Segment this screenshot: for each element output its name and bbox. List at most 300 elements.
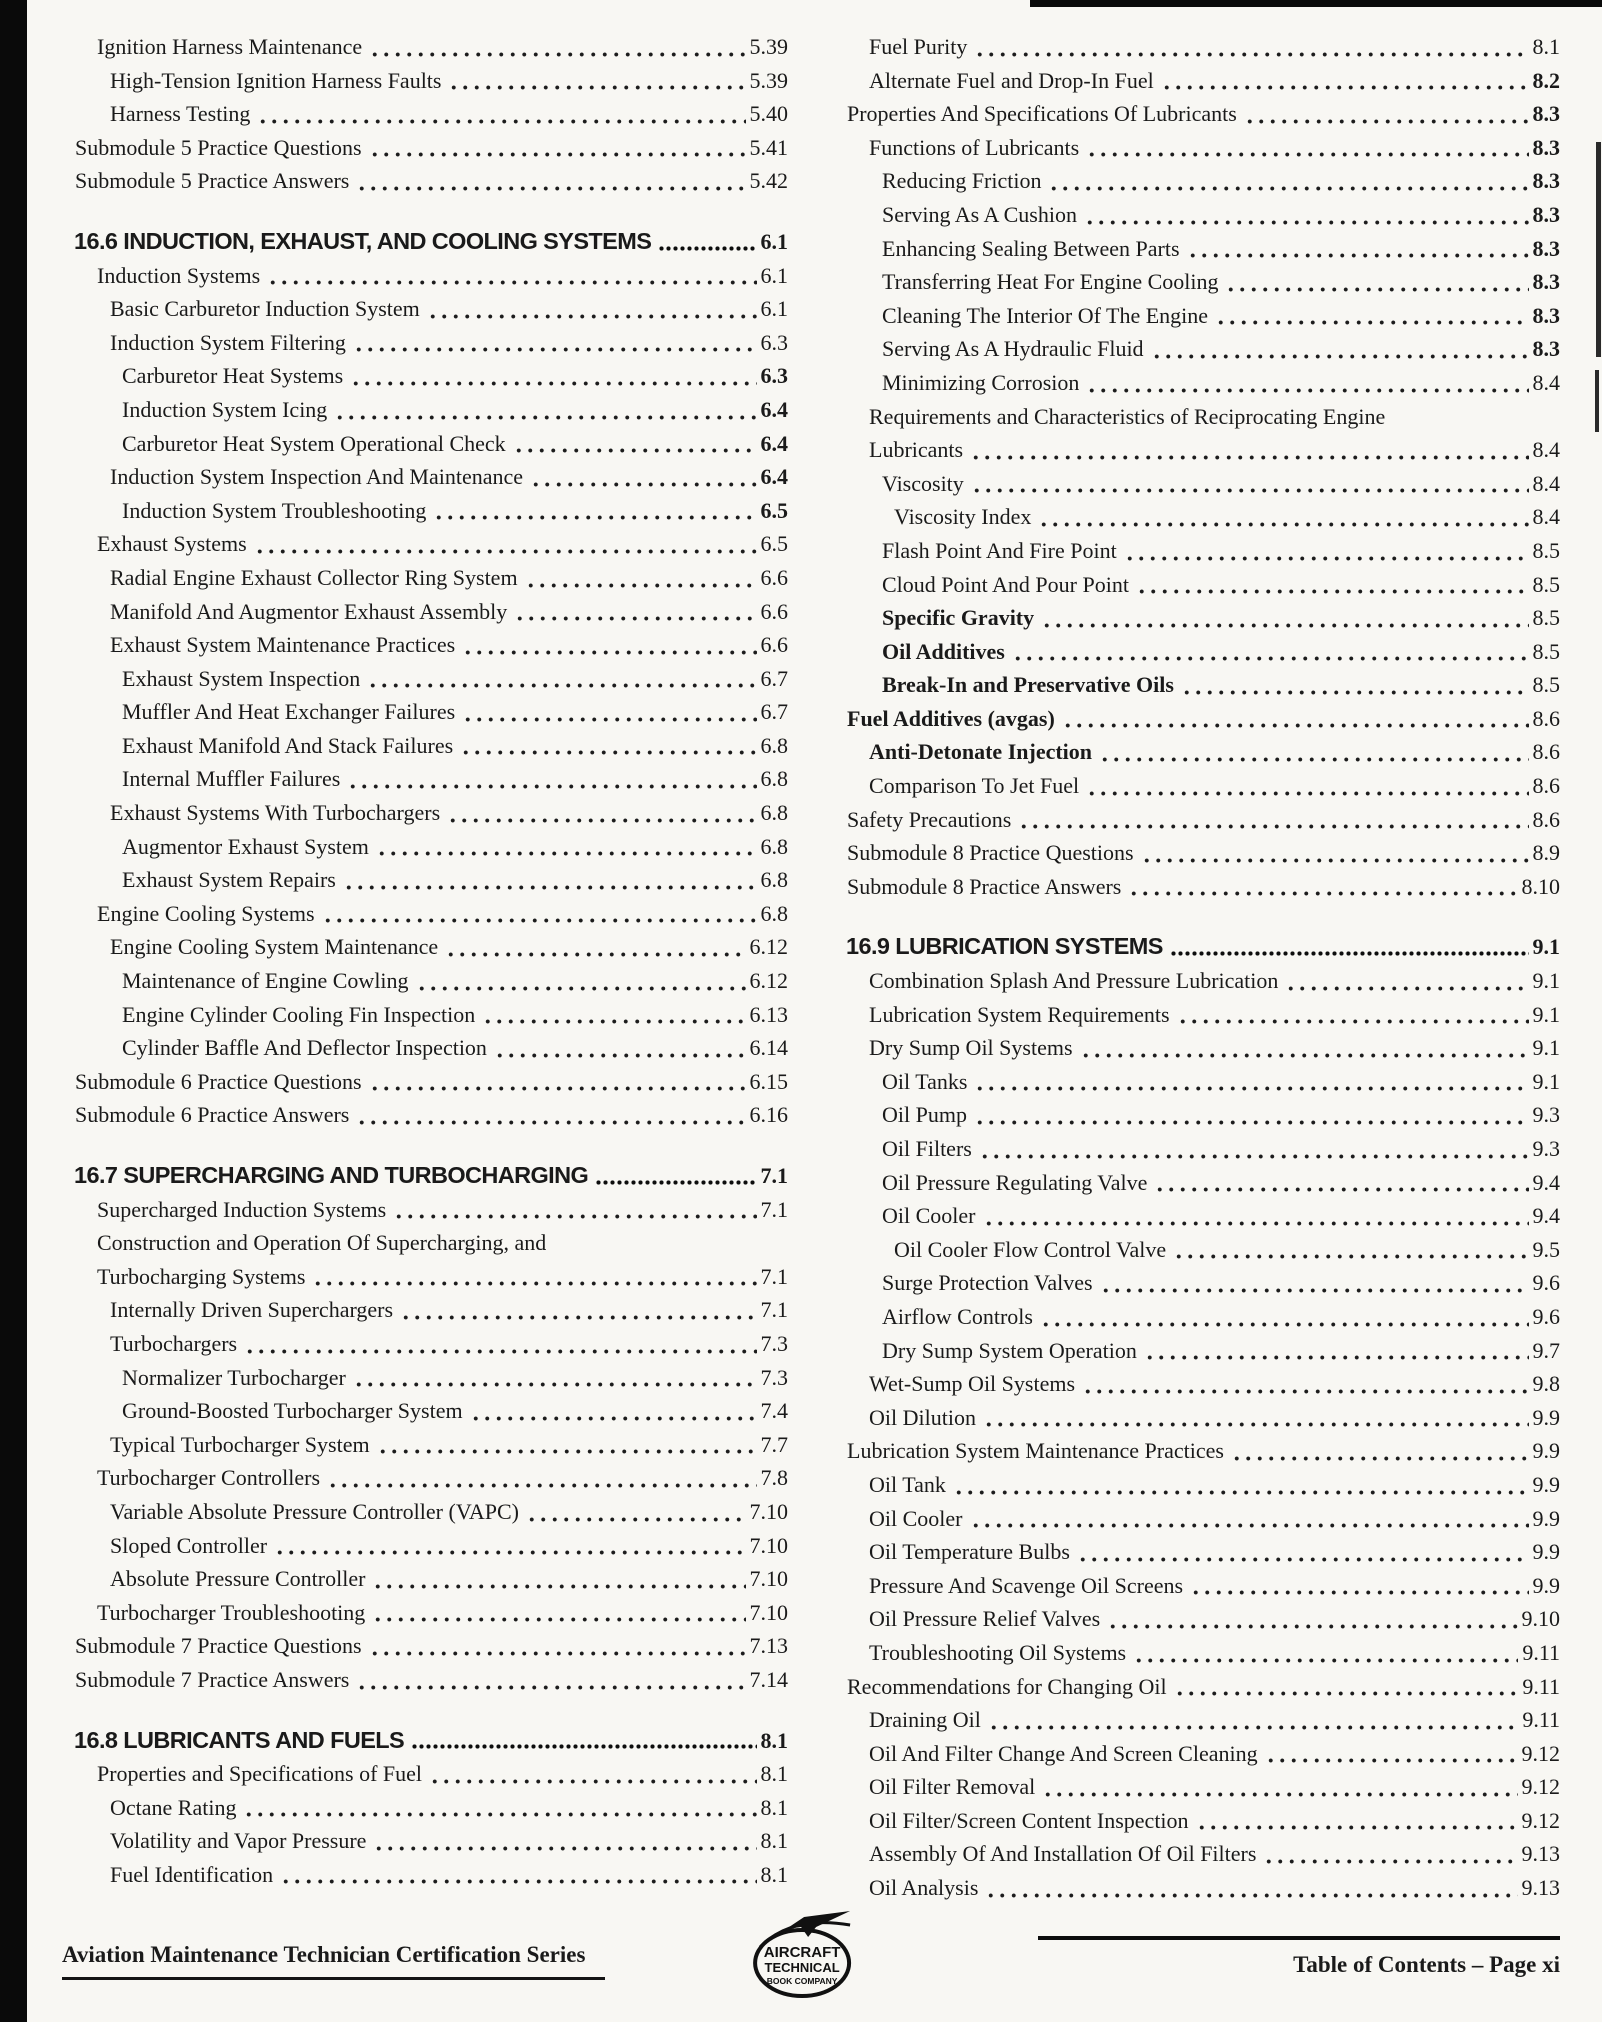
leader-dots <box>983 1422 1529 1427</box>
toc-entry-label: Muffler And Heat Exchanger Failures <box>122 699 456 725</box>
toc-entry-label: Functions of Lubricants <box>869 134 1080 160</box>
toc-entry-label: Exhaust Systems <box>97 531 247 557</box>
toc-entry-label: Requirements and Characteristics of Reciprocating Engine <box>869 403 1386 429</box>
toc-entry-label: Carburetor Heat Systems <box>122 363 344 389</box>
leader-dots <box>1141 858 1529 863</box>
page-number: 7.10 <box>749 1532 788 1558</box>
leader-dots <box>974 1086 1528 1091</box>
page-number: 6.6 <box>760 632 788 658</box>
leader-dots <box>974 52 1528 57</box>
leader-dots <box>1181 690 1529 695</box>
page-number: 8.6 <box>1532 806 1560 832</box>
page-number: 8.6 <box>1532 773 1560 799</box>
toc-entry-label: Viscosity <box>882 470 964 496</box>
page-number: 6.4 <box>760 464 788 490</box>
toc-row <box>834 998 1560 1032</box>
page-number: 8.4 <box>1532 369 1560 395</box>
page-number: 6.12 <box>749 934 788 960</box>
toc-entry-label: Submodule 7 Practice Questions <box>75 1633 362 1659</box>
toc-row <box>834 1837 1560 1871</box>
page-number: 9.3 <box>1532 1136 1560 1161</box>
leader-dots <box>513 448 757 453</box>
toc-column-left <box>62 30 788 1905</box>
toc-row <box>834 601 1560 635</box>
toc-row <box>62 964 788 998</box>
toc-row <box>62 359 788 393</box>
page-number: 6.4 <box>760 430 788 456</box>
leader-dots <box>1231 1456 1529 1461</box>
page-number: 8.6 <box>1532 705 1560 731</box>
page-number: 8.1 <box>760 1727 788 1753</box>
toc-row <box>62 326 788 360</box>
leader-dots <box>429 1779 756 1784</box>
leader-dots <box>494 1053 746 1058</box>
toc-row <box>834 964 1560 998</box>
toc-row <box>834 30 1560 64</box>
toc-row <box>834 1502 1560 1536</box>
page-number: 5.41 <box>749 134 788 160</box>
toc-entry-label: Radial Engine Exhaust Collector Ring System <box>110 564 518 590</box>
toc-row <box>62 998 788 1032</box>
toc-row <box>834 433 1560 467</box>
toc-entry-label: Submodule 6 Practice Questions <box>75 1068 362 1094</box>
leader-dots <box>1041 623 1528 628</box>
page-number: 9.4 <box>1532 1169 1560 1195</box>
toc-entry-label: Troubleshooting Oil Systems <box>869 1639 1127 1665</box>
page-number: 6.5 <box>760 531 788 557</box>
toc-entry-label: Induction System Inspection And Maintenance <box>110 464 524 490</box>
toc-row <box>834 500 1560 534</box>
leader-dots <box>343 885 757 890</box>
toc-entry-label: Turbochargers <box>110 1330 238 1356</box>
toc-entry-label: Lubrication System Requirements <box>869 1001 1170 1027</box>
toc-row <box>62 1858 788 1892</box>
page-number: 9.5 <box>1532 1236 1560 1262</box>
toc-row <box>834 1670 1560 1704</box>
toc-row <box>62 1260 788 1294</box>
leader-dots <box>1285 986 1528 991</box>
page-number: 9.1 <box>1532 934 1560 960</box>
leader-dots <box>953 1490 1529 1495</box>
page-number: 6.7 <box>760 665 788 691</box>
leader-dots <box>356 186 745 191</box>
leader-dots <box>1225 287 1528 292</box>
footer-rule <box>1038 1936 1560 1940</box>
leader-dots <box>393 1214 756 1219</box>
page-number: 8.3 <box>1532 302 1560 328</box>
page-number: 6.3 <box>760 363 788 389</box>
toc-row <box>834 366 1560 400</box>
page-number: 7.10 <box>749 1566 788 1592</box>
page-number: 8.2 <box>1532 67 1560 93</box>
page-number: 6.8 <box>760 800 788 826</box>
toc-row <box>62 1327 788 1361</box>
page-number: 7.3 <box>760 1330 788 1356</box>
toc-row <box>62 863 788 897</box>
page-number: 8.4 <box>1532 504 1560 530</box>
leader-dots <box>244 1349 756 1354</box>
page-number: 8.6 <box>1532 739 1560 765</box>
toc-entry-label: Combination Splash And Pressure Lubrication <box>869 968 1279 994</box>
toc-row <box>834 467 1560 501</box>
toc-entry-label: Internally Driven Superchargers <box>110 1297 394 1323</box>
toc-row <box>834 332 1560 366</box>
toc-row <box>834 1569 1560 1603</box>
page-number: 9.9 <box>1532 1572 1560 1598</box>
page-number: 9.7 <box>1532 1337 1560 1363</box>
toc-row <box>834 1703 1560 1737</box>
toc-row <box>834 164 1560 198</box>
toc-row <box>62 595 788 629</box>
toc-entry-label: Recommendations for Changing Oil <box>847 1673 1167 1699</box>
leader-dots <box>658 246 756 251</box>
leader-dots <box>1062 723 1529 728</box>
toc-entry-label: Comparison To Jet Fuel <box>869 773 1080 799</box>
page-number: 6.8 <box>760 732 788 758</box>
leader-dots <box>280 1879 756 1884</box>
page-number: 8.9 <box>1532 840 1560 866</box>
leader-dots <box>369 52 745 57</box>
toc-entry-label: Maintenance of Engine Cowling <box>122 968 409 994</box>
toc-entry-label: Cleaning The Interior Of The Engine <box>882 302 1209 328</box>
toc-entry-label: High-Tension Ignition Harness Faults <box>110 67 442 93</box>
leader-dots <box>1080 1053 1529 1058</box>
toc-entry-label: Harness Testing <box>110 101 251 127</box>
toc-entry-label: Serving As A Cushion <box>882 201 1077 227</box>
leader-dots <box>1100 1288 1529 1293</box>
leader-dots <box>974 1120 1529 1125</box>
toc-entry-label: Oil Cooler <box>882 1203 976 1229</box>
toc-entry-label: Alternate Fuel and Drop-In Fuel <box>869 67 1154 93</box>
leader-dots <box>970 455 1528 460</box>
toc-row <box>834 769 1560 803</box>
page-number: 9.9 <box>1532 1438 1560 1464</box>
page-number: 5.39 <box>749 34 788 59</box>
toc-row <box>834 1535 1560 1569</box>
page-number: 8.3 <box>1532 235 1560 261</box>
leader-dots <box>595 1180 756 1185</box>
page-number: 9.1 <box>1532 968 1560 994</box>
toc-entry-label: Submodule 5 Practice Answers <box>75 168 350 194</box>
leader-dots <box>1086 152 1528 157</box>
toc-entry-label: Turbocharger Controllers <box>97 1465 321 1491</box>
toc-entry-label: Dry Sump System Operation <box>882 1337 1137 1363</box>
page-number: 8.1 <box>760 1828 788 1854</box>
toc-entry-label: Cylinder Baffle And Deflector Inspection <box>122 1035 487 1061</box>
page-number: 7.1 <box>760 1196 788 1222</box>
page-number: 7.14 <box>749 1666 788 1692</box>
toc-row <box>62 527 788 561</box>
toc-row <box>62 1529 788 1563</box>
toc-entry-label: Construction and Operation Of Supercharging, and <box>97 1230 547 1256</box>
toc-row <box>834 1266 1560 1300</box>
toc-entry-label: Fuel Additives (avgas) <box>847 705 1055 731</box>
toc-row <box>62 762 788 796</box>
toc-row <box>834 198 1560 232</box>
toc-entry-label: Draining Oil <box>869 1707 981 1733</box>
leader-dots <box>1136 589 1529 594</box>
toc-content <box>62 30 1560 1905</box>
page-number: 6.14 <box>749 1035 788 1061</box>
leader-dots <box>377 1449 757 1454</box>
page-number: 9.12 <box>1521 1740 1560 1766</box>
toc-row <box>62 662 788 696</box>
toc-entry-label: Augmentor Exhaust System <box>122 833 369 859</box>
toc-entry-label: Safety Precautions <box>847 806 1012 832</box>
leader-dots <box>447 818 756 823</box>
toc-entry-label: Absolute Pressure Controller <box>110 1566 366 1592</box>
toc-row <box>62 1629 788 1663</box>
leader-dots <box>526 1517 746 1522</box>
toc-entry-label: Submodule 6 Practice Answers <box>75 1102 350 1128</box>
leader-dots <box>254 549 757 554</box>
toc-section-header <box>62 1159 788 1193</box>
toc-entry-label: Oil Dilution <box>869 1404 976 1430</box>
toc-row <box>62 1428 788 1462</box>
leader-dots <box>274 1550 745 1555</box>
page-number: 7.1 <box>760 1163 788 1188</box>
toc-entry-label: Oil Additives <box>882 638 1005 664</box>
toc-entry-label: Break-In and Preservative Oils <box>882 672 1174 698</box>
toc-entry-label: Dry Sump Oil Systems <box>869 1035 1073 1061</box>
page-number: 8.1 <box>760 1861 788 1887</box>
toc-row <box>834 1434 1560 1468</box>
section-gap <box>62 1132 788 1159</box>
toc-row <box>62 897 788 931</box>
toc-entry-label: Induction System Icing <box>122 396 328 422</box>
toc-entry-label: Induction Systems <box>97 262 261 288</box>
leader-dots <box>445 952 745 957</box>
leader-dots <box>1040 1322 1529 1327</box>
leader-dots <box>372 1617 745 1622</box>
toc-row <box>834 1367 1560 1401</box>
toc-row <box>62 729 788 763</box>
toc-row <box>62 1394 788 1428</box>
scan-edge-bar <box>0 0 27 2022</box>
toc-row <box>62 1293 788 1327</box>
toc-entry-label: Properties And Specifications Of Lubricants <box>847 101 1237 127</box>
leader-dots <box>353 347 757 352</box>
page-number: 8.5 <box>1532 638 1560 664</box>
page-number: 8.4 <box>1532 437 1560 463</box>
toc-row <box>62 427 788 461</box>
toc-entry-label: Serving As A Hydraulic Fluid <box>882 336 1144 362</box>
leader-dots <box>376 851 757 856</box>
scan-artifact-top-line <box>1030 0 1602 7</box>
toc-entry-label: Submodule 8 Practice Answers <box>847 873 1122 899</box>
toc-entry-label: Oil Tank <box>869 1471 946 1497</box>
toc-entry-label: 16.6 INDUCTION, EXHAUST, AND COOLING SYSTEMS <box>74 227 652 254</box>
toc-entry-label: Basic Carburetor Induction System <box>110 296 420 322</box>
toc-row <box>62 1065 788 1099</box>
toc-row <box>834 568 1560 602</box>
toc-entry-label: Exhaust System Maintenance Practices <box>110 632 456 658</box>
toc-row <box>62 1031 788 1065</box>
toc-entry-label: Exhaust System Inspection <box>122 665 361 691</box>
page-number: 8.10 <box>1521 873 1560 899</box>
toc-entry-label: Submodule 8 Practice Questions <box>847 840 1134 866</box>
page-footer <box>62 1898 1560 2008</box>
leader-dots <box>1128 891 1517 896</box>
leader-dots <box>1170 951 1529 956</box>
page-number: 6.7 <box>760 699 788 725</box>
leader-dots <box>356 1120 745 1125</box>
leader-dots <box>1084 220 1529 225</box>
page-number: 6.5 <box>760 497 788 523</box>
toc-entry-label: Wet-Sump Oil Systems <box>869 1371 1076 1397</box>
page-number: 8.3 <box>1532 269 1560 295</box>
leader-dots <box>460 750 756 755</box>
page-number: 6.8 <box>760 766 788 792</box>
toc-row <box>62 131 788 165</box>
page-number: 8.1 <box>1532 34 1560 59</box>
page-number: 9.12 <box>1521 1774 1560 1800</box>
page-number: 6.6 <box>760 598 788 624</box>
toc-row <box>834 1233 1560 1267</box>
toc-entry-label: 16.8 LUBRICANTS AND FUELS <box>74 1726 405 1753</box>
leader-dots <box>1107 1624 1517 1629</box>
toc-row <box>834 836 1560 870</box>
page-number: 6.1 <box>760 262 788 288</box>
leader-dots <box>1038 522 1528 527</box>
toc-row <box>62 1461 788 1495</box>
toc-entry-label: Properties and Specifications of Fuel <box>97 1761 423 1787</box>
page-number: 5.40 <box>749 101 788 127</box>
toc-row <box>834 1636 1560 1670</box>
toc-entry-label: Fuel Identification <box>110 1861 274 1887</box>
leader-dots <box>1077 1557 1529 1562</box>
toc-entry-label: Oil Temperature Bulbs <box>869 1539 1070 1565</box>
logo-text-line2: TECHNICAL <box>764 1960 840 1975</box>
leader-dots <box>1099 757 1528 762</box>
toc-entry-label: Lubrication System Maintenance Practices <box>847 1438 1224 1464</box>
page-number: 9.6 <box>1532 1270 1560 1296</box>
toc-row <box>62 1824 788 1858</box>
toc-row <box>62 64 788 98</box>
leader-dots <box>243 1812 756 1817</box>
page-number: 6.12 <box>749 968 788 994</box>
page-number: 6.3 <box>760 329 788 355</box>
toc-entry-label: Engine Cylinder Cooling Fin Inspection <box>122 1001 476 1027</box>
leader-dots <box>525 583 757 588</box>
leader-dots <box>979 1154 1529 1159</box>
leader-dots <box>1124 556 1529 561</box>
toc-entry-label: Induction System Filtering <box>110 329 346 355</box>
toc-row <box>834 1031 1560 1065</box>
toc-row <box>834 1132 1560 1166</box>
page-number: 9.9 <box>1532 1471 1560 1497</box>
toc-entry-label: Specific Gravity <box>882 605 1035 631</box>
leader-dots <box>1173 1254 1528 1259</box>
page-number: 8.1 <box>760 1761 788 1787</box>
page-number: 7.8 <box>760 1465 788 1491</box>
toc-entry-label: Exhaust Systems With Turbochargers <box>110 800 441 826</box>
toc-row <box>834 1401 1560 1435</box>
page-number: 9.1 <box>1532 1035 1560 1061</box>
toc-entry-label: Transferring Heat For Engine Cooling <box>882 269 1219 295</box>
toc-row <box>62 259 788 293</box>
leader-dots <box>1190 1590 1528 1595</box>
page-number: 8.3 <box>1532 168 1560 194</box>
toc-row <box>834 1602 1560 1636</box>
toc-section-header <box>62 1724 788 1758</box>
section-gap <box>62 1697 788 1724</box>
toc-entry-label: 16.7 SUPERCHARGING AND TURBOCHARGING <box>74 1162 589 1188</box>
page-number: 9.6 <box>1532 1303 1560 1329</box>
toc-row <box>834 1065 1560 1099</box>
toc-entry-label: Oil Filter/Screen Content Inspection <box>869 1807 1189 1833</box>
leader-dots <box>1215 320 1528 325</box>
publisher-logo <box>746 1905 864 2006</box>
leader-dots <box>327 1483 756 1488</box>
page-number: 9.12 <box>1521 1807 1560 1833</box>
toc-row <box>62 292 788 326</box>
toc-row <box>834 232 1560 266</box>
footer-page-label: Table of Contents – Page xi <box>1293 1952 1560 1977</box>
leader-dots <box>1187 253 1529 258</box>
page-number: 7.7 <box>760 1431 788 1457</box>
page-number: 6.4 <box>760 396 788 422</box>
leader-dots <box>1196 1825 1518 1830</box>
toc-row <box>62 796 788 830</box>
toc-row <box>62 1193 788 1227</box>
toc-row <box>834 1098 1560 1132</box>
toc-entry-label: Turbocharger Troubleshooting <box>97 1599 366 1625</box>
toc-entry-label: Minimizing Corrosion <box>882 369 1080 395</box>
toc-row <box>62 460 788 494</box>
toc-row <box>834 1300 1560 1334</box>
toc-entry-label: Supercharged Induction Systems <box>97 1196 387 1222</box>
toc-entry-label: Carburetor Heat System Operational Check <box>122 430 506 456</box>
scan-artifact-right-mark <box>1596 142 1601 357</box>
page-number: 7.10 <box>749 1599 788 1625</box>
toc-entry-label: Exhaust Manifold And Stack Failures <box>122 732 454 758</box>
leader-dots <box>1048 186 1528 191</box>
page-number: 6.13 <box>749 1001 788 1027</box>
leader-dots <box>312 1281 756 1286</box>
toc-entry-label: Pressure And Scavenge Oil Screens <box>869 1572 1184 1598</box>
toc-section-header <box>834 930 1560 964</box>
toc-row <box>62 1596 788 1630</box>
toc-row <box>62 1757 788 1791</box>
page-number: 9.10 <box>1521 1606 1560 1632</box>
section-gap <box>62 198 788 225</box>
leader-dots <box>1018 824 1528 829</box>
toc-entry-label: Oil Cooler Flow Control Valve <box>894 1236 1167 1262</box>
toc-row <box>834 870 1560 904</box>
leader-dots <box>1265 1758 1518 1763</box>
page-number: 6.6 <box>760 564 788 590</box>
toc-entry-label: 16.9 LUBRICATION SYSTEMS <box>846 933 1163 960</box>
toc-entry-label: Sloped Controller <box>110 1532 268 1558</box>
leader-dots <box>970 1523 1529 1528</box>
leader-dots <box>1177 1019 1529 1024</box>
toc-row <box>62 628 788 662</box>
toc-row <box>834 1770 1560 1804</box>
toc-row <box>62 695 788 729</box>
toc-column-right <box>834 30 1560 1905</box>
toc-entry-label: Ignition Harness Maintenance <box>97 34 363 59</box>
page-number: 9.8 <box>1532 1371 1560 1397</box>
page-number: 8.3 <box>1532 201 1560 227</box>
section-gap <box>834 903 1560 930</box>
page-number: 5.39 <box>749 67 788 93</box>
leader-dots <box>1086 791 1528 796</box>
toc-entry-label: Normalizer Turbocharger <box>122 1364 346 1390</box>
leader-dots <box>416 986 746 991</box>
toc-entry-label: Octane Rating <box>110 1794 237 1820</box>
page-number: 8.1 <box>760 1794 788 1820</box>
